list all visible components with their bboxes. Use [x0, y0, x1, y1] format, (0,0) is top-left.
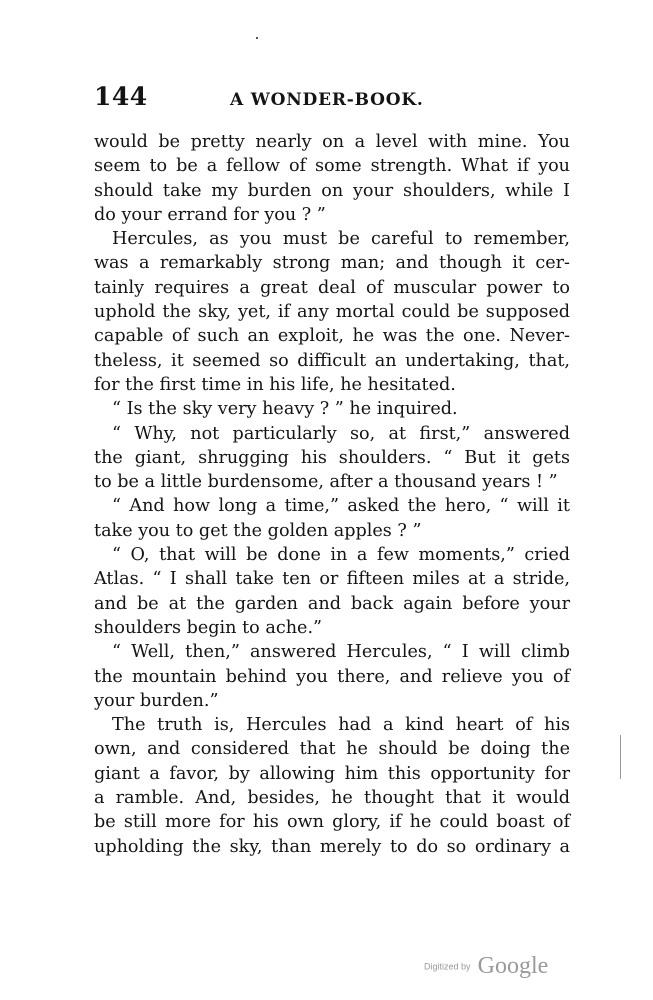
text-line: theless, it seemed so difficult an undertaking, that,	[94, 350, 570, 371]
text-line: upholding the sky, than merely to do so ordinary a	[94, 836, 570, 857]
body-text	[94, 130, 570, 859]
text-line: the giant, shrugging his shoulders. “ But it gets	[94, 447, 570, 468]
text-line: “ Well, then,” answered Hercules, “ I will climb	[112, 642, 570, 663]
text-line: the mountain behind you there, and relieve you of	[94, 666, 570, 687]
text-line: a ramble. And, besides, he thought that it would	[94, 788, 570, 809]
text-line: do your errand for you ? ”	[94, 204, 326, 225]
page-number: 144	[94, 82, 148, 111]
text-line: take you to get the golden apples ? ”	[94, 520, 422, 541]
text-line: Atlas. “ I shall take ten or fifteen miles at a stride,	[94, 569, 570, 590]
text-line: would be pretty nearly on a level with mine. You	[94, 132, 570, 152]
text-line: tainly requires a great deal of muscular power to	[94, 277, 570, 298]
digitized-watermark	[424, 953, 548, 980]
google-logo: Google	[477, 953, 549, 979]
text-line: and be at the garden and back again before your	[94, 593, 570, 614]
text-line: be still more for his own glory, if he could boast of	[94, 812, 570, 833]
text-line: should take my burden on your shoulders, while I	[94, 180, 570, 201]
scan-edge-mark	[620, 735, 621, 779]
text-line: your burden.”	[94, 690, 219, 711]
text-line: “ O, that will be done in a few moments,” cried	[112, 545, 570, 566]
text-line: Hercules, as you must be careful to remember,	[112, 229, 570, 250]
running-title: A WONDER-BOOK.	[230, 90, 424, 110]
text-line: “ Is the sky very heavy ? ” he inquired.	[112, 399, 458, 420]
text-line: The truth is, Hercules had a kind heart of his	[112, 715, 570, 736]
page-header	[94, 82, 572, 112]
text-line: own, and considered that he should be doing the	[94, 739, 570, 760]
text-line: capable of such an exploit, he was the one. Never-	[94, 326, 570, 347]
text-line: giant a favor, by allowing him this opportunity for	[94, 763, 570, 784]
text-line: was a remarkably strong man; and though it cer-	[94, 253, 570, 274]
text-line: for the first time in his life, he hesitated.	[94, 374, 456, 395]
text-line: “ Why, not particularly so, at first,” answered	[112, 423, 570, 444]
text-line: seem to be a fellow of some strength. What if you	[94, 156, 570, 177]
text-line: “ And how long a time,” asked the hero, “ will it	[112, 496, 570, 517]
watermark-prefix: Digitized by	[424, 961, 471, 972]
text-line: shoulders begin to ache.”	[94, 617, 323, 638]
text-line: to be a little burdensome, after a thousand years ! ”	[94, 472, 558, 493]
text-line: uphold the sky, yet, if any mortal could be supposed	[94, 302, 570, 323]
scan-speck	[256, 37, 258, 39]
